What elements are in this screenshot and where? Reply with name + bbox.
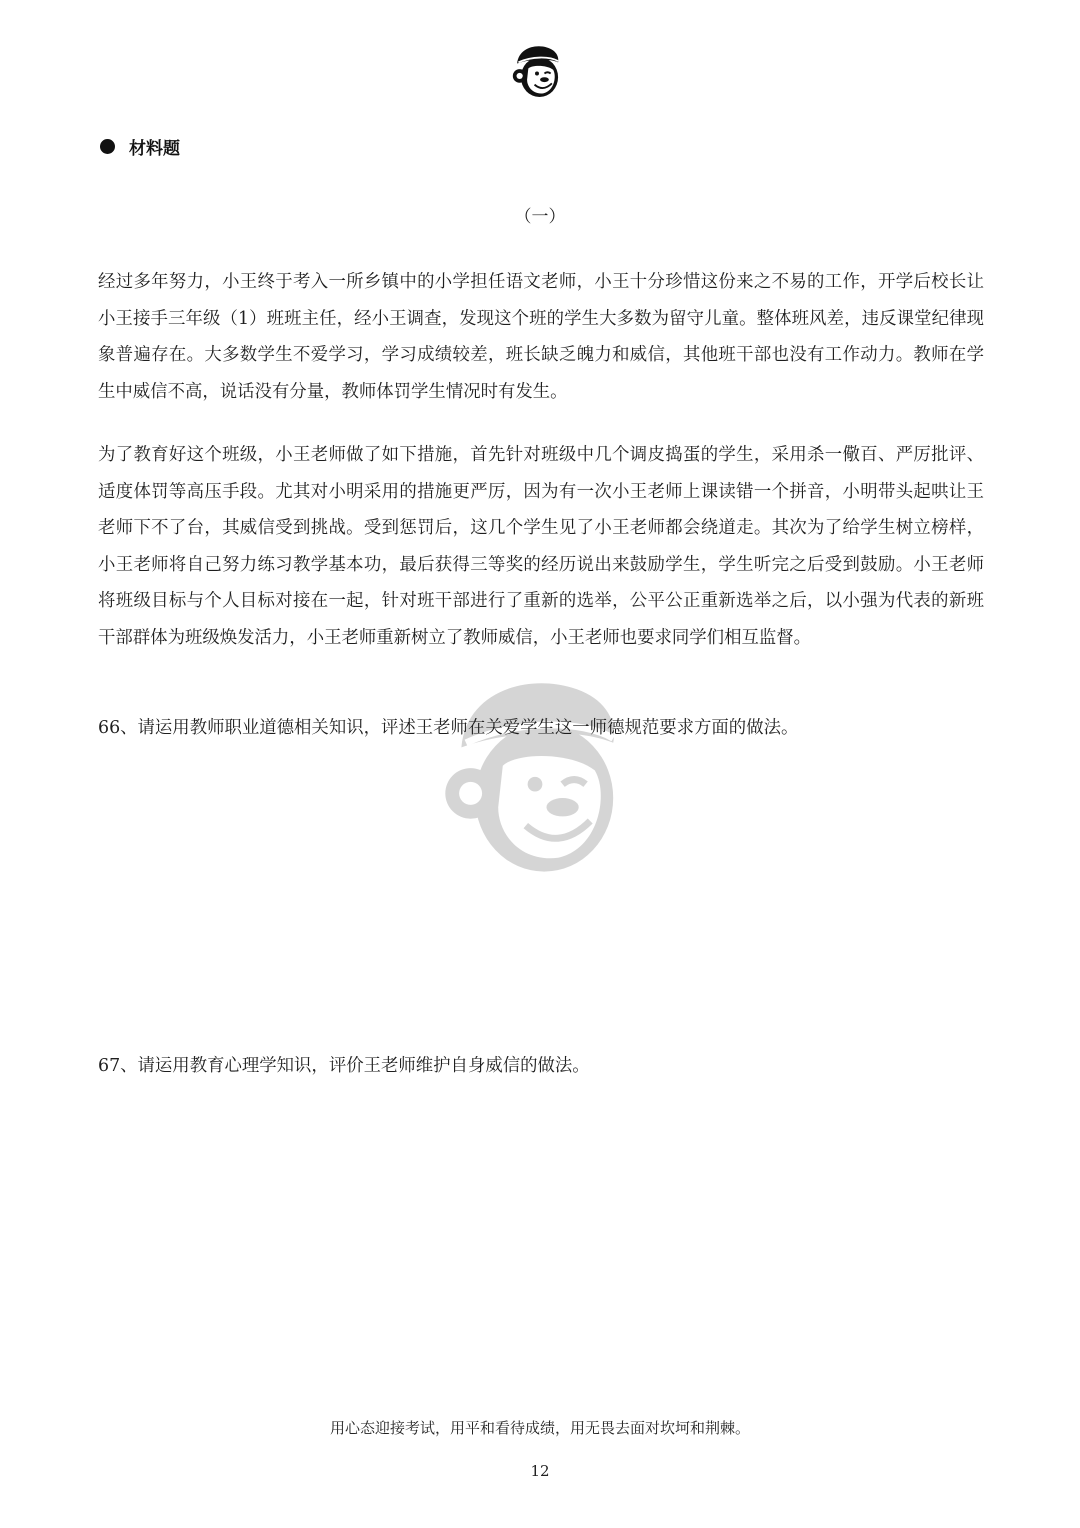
- question-67: 67、请运用教育心理学知识，评价王老师维护自身威信的做法。: [98, 1056, 590, 1076]
- bullet-icon: [100, 139, 115, 154]
- material-paragraph-1: 经过多年努力，小王终于考入一所乡镇中的小学担任语文老师，小王十分珍惜这份来之不易的工作，开学后校长让小王接手三年级（1）班班主任，经小王调查，发现这个班的学生大多数为留守儿童。整体班风差，违反课堂纪律现象普遍存在。大多数学生不爱学习，学习成绩较差，班长缺乏魄力和威信，其他班干部也没有工作动力。教师在学生中威信不高，说话没有分量，教师体罚学生情况时有发生。: [98, 272, 984, 402]
- monkey-mascot-watermark-icon: [420, 660, 650, 890]
- footer-motto: 用心态迎接考试，用平和看待成绩，用无畏去面对坎坷和荆棘。: [329, 1419, 750, 1437]
- monkey-mascot-icon: [506, 40, 568, 102]
- question-66: 66、请运用教师职业道德相关知识，评述王老师在关爱学生这一师德规范要求方面的做法。: [98, 718, 799, 738]
- page-number: 12: [530, 1462, 550, 1480]
- section-heading-text: 材料题: [129, 139, 180, 159]
- section-heading: [100, 134, 180, 159]
- case-number: （一）: [514, 207, 566, 227]
- material-paragraph-2: 为了教育好这个班级，小王老师做了如下措施，首先针对班级中几个调皮捣蛋的学生，采用杀一儆百、严厉批评、适度体罚等高压手段。尤其对小明采用的措施更严厉，因为有一次小王老师上课读错一个拼音，小明带头起哄让王老师下不了台，其威信受到挑战。受到惩罚后，这几个学生见了小王老师都会绕道走。其次为了给学生树立榜样，小王老师将自己努力练习教学基本功，最后获得三等奖的经历说出来鼓励学生，学生听完之后受到鼓励。小王老师将班级目标与个人目标对接在一起，针对班干部进行了重新的选举，公平公正重新选举之后，以小强为代表的新班干部群体为班级焕发活力，小王老师重新树立了教师威信，小王老师也要求同学们相互监督。: [98, 445, 984, 648]
